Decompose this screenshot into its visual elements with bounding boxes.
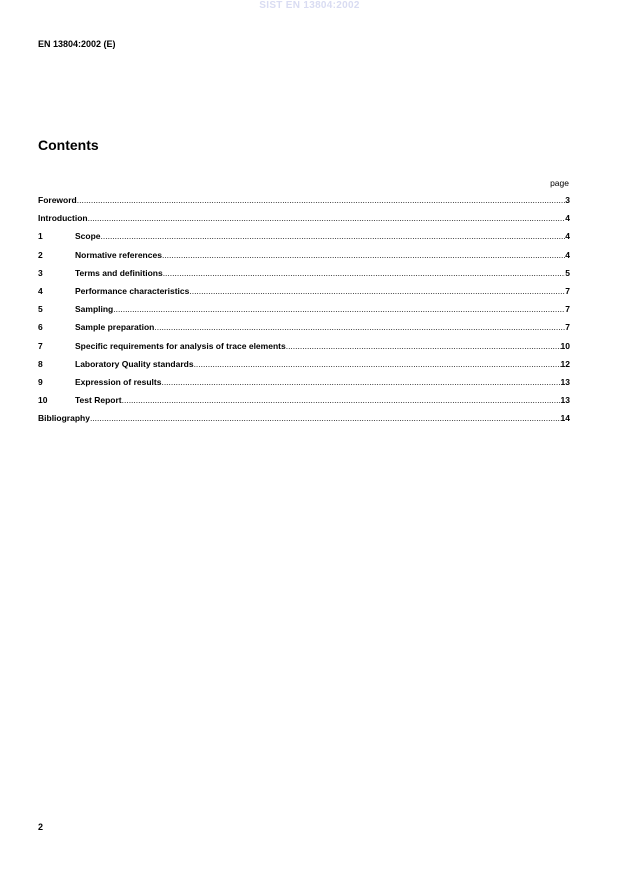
toc-entry-page: 7: [565, 304, 570, 315]
toc-entry-introduction[interactable]: [38, 213, 570, 231]
toc-entry-page: 10: [560, 340, 570, 351]
toc-entry-8[interactable]: [38, 359, 570, 377]
toc-entry-title: Performance characteristics: [75, 285, 190, 296]
toc-entry-title: Specific requirements for analysis of trace elements: [75, 340, 286, 351]
toc-leader-dots: [90, 413, 561, 423]
page-number: 2: [38, 822, 44, 832]
toc-entry-1[interactable]: [38, 231, 570, 249]
toc-leader-dots: [122, 395, 561, 405]
toc-entry-title: Expression of results: [75, 376, 162, 387]
toc-entry-title: Laboratory Quality standards: [75, 358, 194, 369]
toc-entry-page: 3: [565, 195, 570, 205]
toc-entry-number: 3: [38, 267, 43, 278]
toc-entry-4[interactable]: [38, 286, 570, 304]
toc-entry-title: Scope: [75, 231, 101, 242]
toc-entry-7[interactable]: [38, 341, 570, 359]
toc-leader-dots: [88, 213, 566, 223]
toc-entry-number: 6: [38, 322, 43, 333]
toc-entry-number: 5: [38, 304, 43, 315]
toc-entry-page: 5: [565, 267, 570, 278]
toc-entry-title: Terms and definitions: [75, 267, 163, 278]
toc-leader-dots: [286, 341, 561, 351]
toc-entry-page: 7: [565, 322, 570, 333]
toc-entry-title: Introduction: [38, 213, 88, 224]
document-header: EN 13804:2002 (E): [38, 39, 116, 49]
toc-entry-10[interactable]: [38, 395, 570, 413]
toc-entry-page: 7: [565, 285, 570, 296]
toc-entry-title: Foreword: [38, 195, 77, 205]
toc-entry-9[interactable]: [38, 377, 570, 395]
toc-leader-dots: [101, 231, 566, 241]
toc-entry-title: Bibliography: [38, 413, 90, 424]
toc-entry-2[interactable]: [38, 250, 570, 268]
toc-leader-dots: [154, 322, 565, 332]
toc-entry-page: 13: [560, 376, 570, 387]
toc-entry-title: Test Report: [75, 395, 122, 406]
toc-entry-title: Sample preparation: [75, 322, 155, 333]
toc-entry-bibliography[interactable]: [38, 413, 570, 431]
toc-entry-number: 8: [38, 358, 43, 369]
toc-leader-dots: [161, 377, 560, 387]
toc-entry-page: 4: [565, 231, 570, 242]
toc-entry-title: Sampling: [75, 304, 114, 315]
toc-entry-page: 4: [565, 249, 570, 260]
toc-entry-number: 4: [38, 285, 43, 296]
toc-entry-number: 10: [38, 395, 48, 406]
toc-entry-number: 7: [38, 340, 43, 351]
toc-entry-foreword[interactable]: [38, 195, 570, 213]
toc-entry-page: 4: [565, 213, 570, 224]
toc-entry-page: 12: [560, 358, 570, 369]
toc-leader-dots: [194, 359, 561, 369]
toc-entry-5[interactable]: [38, 304, 570, 322]
toc-entry-number: 2: [38, 249, 43, 260]
toc-leader-dots: [77, 195, 566, 205]
toc-leader-dots: [189, 286, 565, 296]
page-column-label: page: [550, 178, 569, 188]
contents-title: Contents: [38, 137, 99, 153]
toc-leader-dots: [113, 304, 565, 314]
watermark: SIST EN 13804:2002: [259, 0, 360, 11]
toc-entry-page: 14: [560, 413, 570, 424]
toc-entry-page: 13: [560, 395, 570, 406]
toc-entry-6[interactable]: [38, 322, 570, 340]
table-of-contents: [38, 195, 570, 431]
toc-entry-3[interactable]: [38, 268, 570, 286]
toc-entry-title: Normative references: [75, 249, 162, 260]
toc-entry-number: 1: [38, 231, 43, 242]
toc-leader-dots: [162, 250, 565, 260]
toc-entry-number: 9: [38, 376, 43, 387]
toc-leader-dots: [163, 268, 566, 278]
